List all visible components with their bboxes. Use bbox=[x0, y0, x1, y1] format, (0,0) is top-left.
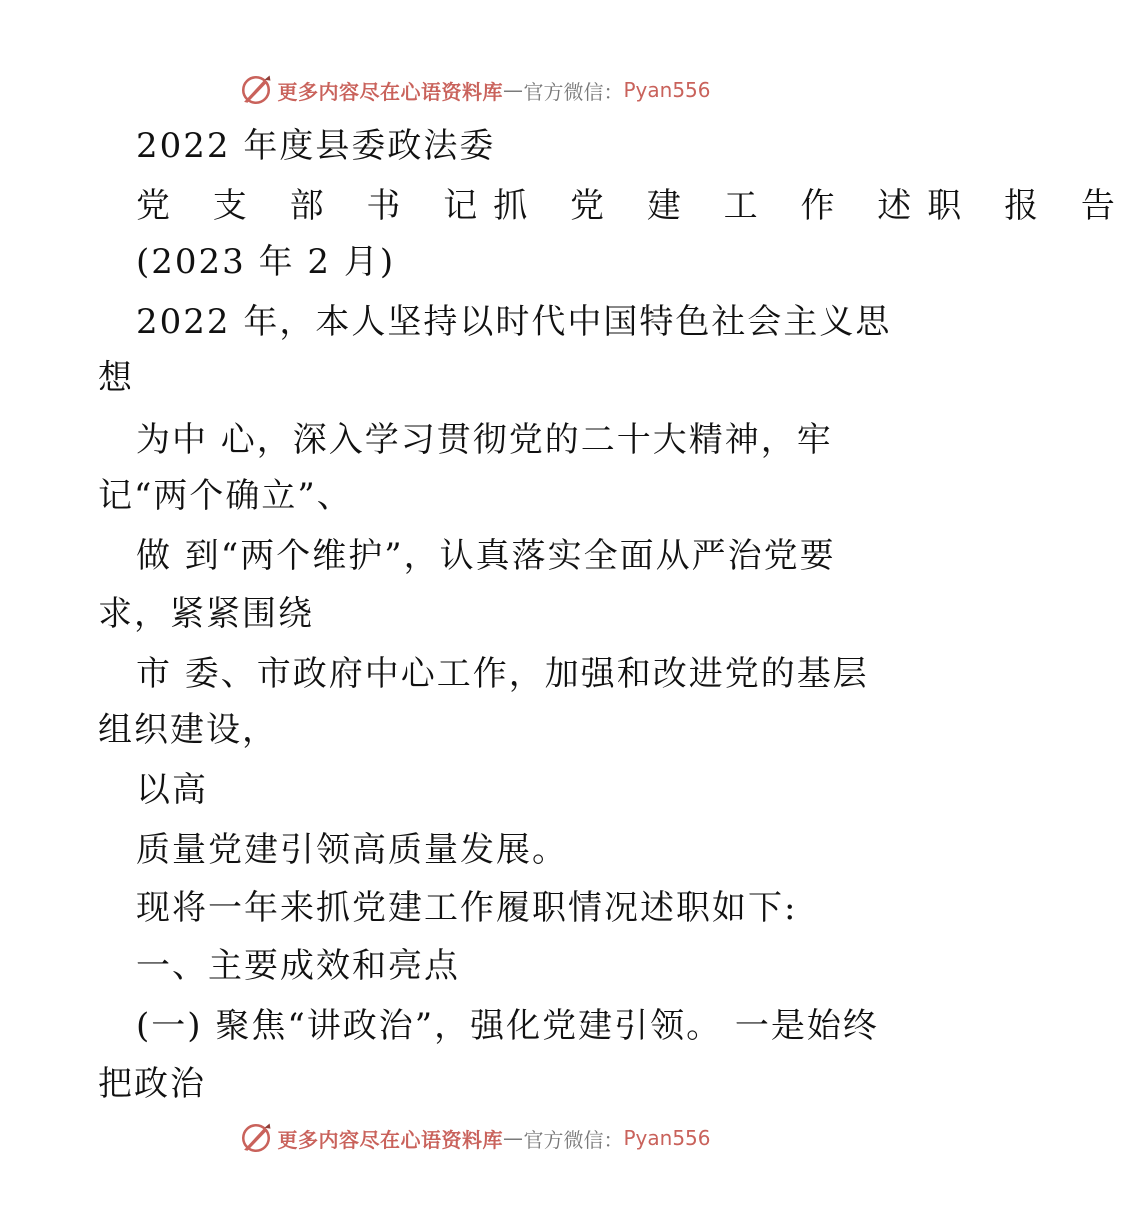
doc-title-line-1: 2022 年度县委政法委 bbox=[136, 126, 496, 166]
watermark-contact-id: Pyan556 bbox=[623, 1126, 711, 1150]
paragraph-line: 2022 年，本人坚持以时代中国特色社会主义思 bbox=[136, 302, 892, 342]
doc-date-line: (2023 年 2 月) bbox=[136, 242, 396, 282]
quill-pen-logo-icon bbox=[239, 1121, 273, 1155]
watermark-contact-id: Pyan556 bbox=[623, 78, 711, 102]
subsection-heading: (一) 聚焦“讲政治”，强化党建引领。 一是始终 bbox=[136, 1006, 879, 1046]
paragraph-line: 求，紧紧围绕 bbox=[98, 594, 314, 634]
paragraph-line: 记“两个确立”、 bbox=[98, 476, 353, 516]
watermark-contact-label: 官方微信： bbox=[523, 79, 624, 104]
footer-watermark bbox=[0, 1118, 950, 1158]
section-heading: 一、主要成效和亮点 bbox=[136, 946, 460, 986]
watermark-brand: 更多内容尽在心语资料库 bbox=[277, 79, 503, 104]
watermark-separator: — bbox=[502, 78, 524, 102]
quill-pen-logo-icon bbox=[239, 73, 273, 107]
paragraph-line: 以高 bbox=[136, 770, 208, 810]
header-watermark bbox=[0, 70, 950, 110]
watermark-separator: — bbox=[502, 1126, 524, 1150]
paragraph-line: 做 到“两个维护”，认真落实全面从严治党要 bbox=[136, 536, 836, 576]
watermark-brand: 更多内容尽在心语资料库 bbox=[277, 1127, 503, 1152]
paragraph-line: 组织建设， bbox=[98, 710, 278, 750]
paragraph-line: 现将一年来抓党建工作履职情况述职如下: bbox=[136, 888, 798, 928]
paragraph-line: 市 委、市政府中心工作，加强和改进党的基层 bbox=[136, 654, 869, 694]
paragraph-line: 质量党建引领高质量发展。 bbox=[136, 830, 568, 870]
paragraph-line: 想 bbox=[98, 358, 134, 398]
watermark-contact-label: 官方微信： bbox=[523, 1127, 624, 1152]
paragraph-line: 为中 心，深入学习贯彻党的二十大精神，牢 bbox=[136, 420, 833, 460]
doc-title-line-2: 党 支 部 书 记抓 党 建 工 作 述职 报 告 bbox=[136, 186, 1131, 226]
paragraph-line: 把政治 bbox=[98, 1064, 206, 1104]
